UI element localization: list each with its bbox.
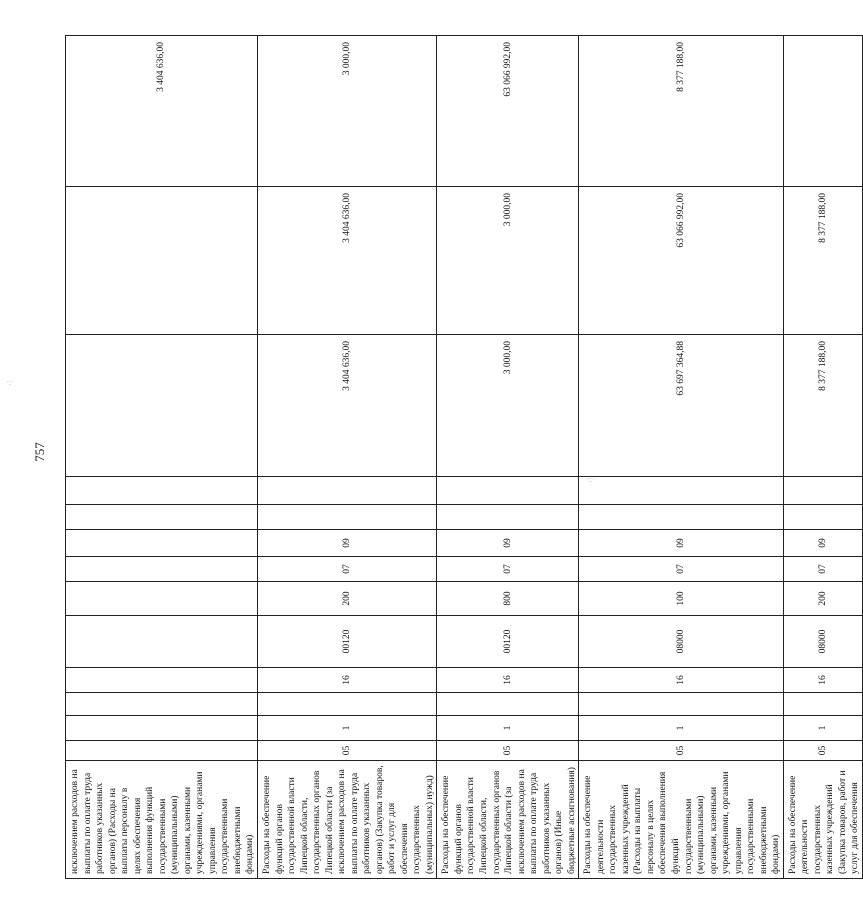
table-cell-v3: 63 066 992,00 [437, 36, 579, 187]
table-cell-c1: 05 [783, 741, 862, 761]
table-cell-c10 [437, 477, 579, 505]
table-cell-c8: 09 [579, 530, 784, 557]
scan-artifact: ·::· [585, 475, 595, 484]
table-cell-v1: 3 404 636,00 [257, 335, 436, 477]
table-cell-c1: 05 [579, 741, 784, 761]
table-cell-v1: 8 377 188,00 [783, 335, 862, 477]
table-cell-c6: 800 [437, 582, 579, 616]
table-cell-v3: 3 404 636,00 [66, 36, 258, 187]
table-cell-c6 [66, 582, 258, 616]
table-cell-c8: 09 [783, 530, 862, 557]
table-cell-c7: 07 [579, 557, 784, 582]
table-cell-c9 [783, 505, 862, 530]
budget-table [65, 35, 863, 879]
table-cell-c1: 05 [437, 741, 579, 761]
row-name-cell: исключением расходов на выплаты по оплате труда работников указанных органов) (Расходы на выплаты персоналу в целях обеспечения выполнения функций государственными (муниципальными) органами, казенными учреждениями, органами управления государственными внебюджетными фондами) [66, 761, 258, 879]
table-cell-c9 [257, 505, 436, 530]
table-cell-c9 [579, 505, 784, 530]
table-cell-c10 [66, 477, 258, 505]
table-cell-c8: 09 [437, 530, 579, 557]
table-cell-c3 [66, 693, 258, 716]
table-cell-c5: 08000 [579, 616, 784, 668]
table-cell-c7 [66, 557, 258, 582]
table-cell-c5 [66, 616, 258, 668]
table-cell-c2 [66, 716, 258, 741]
table-cell-c2: 1 [579, 716, 784, 741]
table-cell-c4 [66, 668, 258, 693]
budget-table-container [65, 36, 861, 879]
table-cell-c5: 08000 [783, 616, 862, 668]
table-cell-c6: 100 [579, 582, 784, 616]
table-cell-v2: 63 066 992,00 [579, 187, 784, 335]
table-cell-v2 [66, 187, 258, 335]
table-row [783, 36, 862, 879]
table-cell-c4: 16 [579, 668, 784, 693]
table-cell-v2: 3 000,00 [437, 187, 579, 335]
table-cell-c6: 200 [783, 582, 862, 616]
table-cell-v2: 8 377 188,00 [783, 187, 862, 335]
table-cell-v1 [66, 335, 258, 477]
table-cell-c8: 09 [257, 530, 436, 557]
table-cell-c5: 00120 [437, 616, 579, 668]
table-cell-v2: 3 404 636,00 [257, 187, 436, 335]
table-cell-c3 [437, 693, 579, 716]
table-cell-c3 [579, 693, 784, 716]
scan-artifact: ·:· [6, 378, 14, 387]
row-name-cell: Расходы на обеспечение функций органов государственной власти Липецкой области, государственных органов Липецкой области (за исключением расходов на выплаты по оплате труда работников указанных органов) (Иные бюджетные ассигнования) [437, 761, 579, 879]
table-cell-c4: 16 [783, 668, 862, 693]
table-cell-c1: 05 [257, 741, 436, 761]
row-name-cell: Расходы на обеспечение деятельности государственных казенных учреждений (Закупка товаров, работ и услуг для обеспечения [783, 761, 862, 879]
table-cell-c7: 07 [257, 557, 436, 582]
table-cell-c2: 1 [783, 716, 862, 741]
table-row [579, 36, 784, 879]
table-cell-c5: 00120 [257, 616, 436, 668]
table-cell-v3 [783, 36, 862, 187]
table-cell-c7: 07 [437, 557, 579, 582]
table-cell-c9 [66, 505, 258, 530]
table-row [257, 36, 436, 879]
table-cell-c3 [783, 693, 862, 716]
table-cell-c7: 07 [783, 557, 862, 582]
table-cell-c2: 1 [257, 716, 436, 741]
table-row [66, 36, 258, 879]
table-cell-c10 [783, 477, 862, 505]
table-cell-c10 [257, 477, 436, 505]
table-cell-c2: 1 [437, 716, 579, 741]
table-cell-v1: 63 697 364,88 [579, 335, 784, 477]
table-cell-c4: 16 [257, 668, 436, 693]
row-name-cell: Расходы на обеспечение деятельности государственных казенных учреждений (Расходы на выплаты персоналу в целях обеспечения выполнения функций государственными (муниципальными) органами, казенными учреждениями, органами управления государственными внебюджетными фондами) [579, 761, 784, 879]
table-cell-c1 [66, 741, 258, 761]
table-cell-c10 [579, 477, 784, 505]
table-cell-c6: 200 [257, 582, 436, 616]
table-row [437, 36, 579, 879]
table-cell-v3: 3 000,00 [257, 36, 436, 187]
table-cell-c4: 16 [437, 668, 579, 693]
table-cell-v1: 3 000,00 [437, 335, 579, 477]
row-name-cell: Расходы на обеспечение функций органов государственной власти Липецкой области, государственных органов Липецкой области (за исключением расходов на выплаты по оплате труда работников указанных органов) (Закупка товаров, работ и услуг для обеспечения государственных (муниципальных) нужд) [257, 761, 436, 879]
table-cell-c9 [437, 505, 579, 530]
table-cell-v3: 8 377 188,00 [579, 36, 784, 187]
table-cell-c3 [257, 693, 436, 716]
table-cell-c8 [66, 530, 258, 557]
